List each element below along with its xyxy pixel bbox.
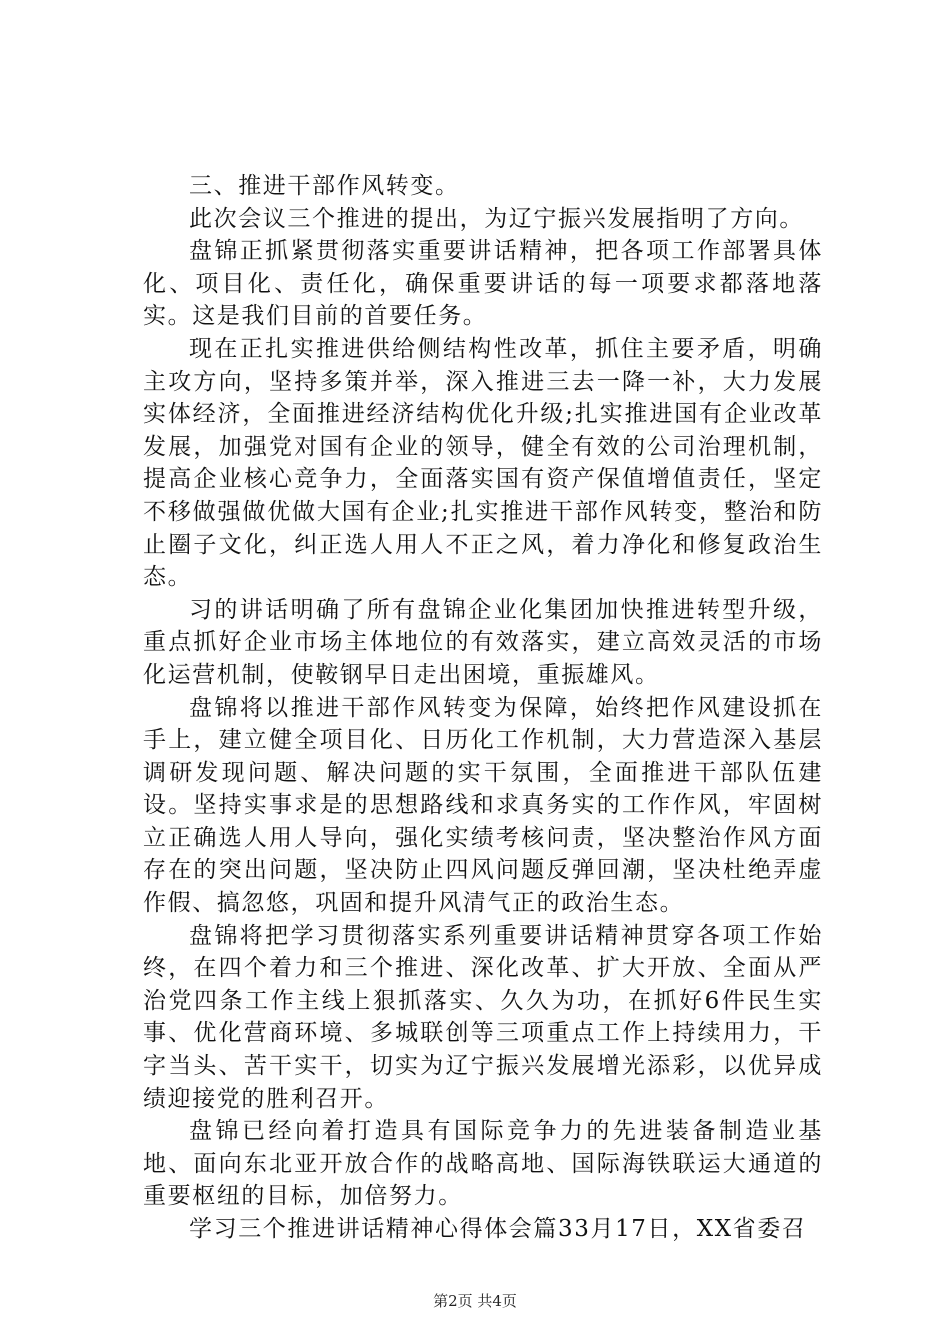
paragraph: 此次会议三个推进的提出，为辽宁振兴发展指明了方向。: [189, 205, 804, 232]
paragraph: 盘锦将把学习贯彻落实系列重要讲话精神贯穿各项工作始终，在四个着力和三个推进、深化改革、扩大开放、全面从严治党四条工作主线上狠抓落实、久久为功，在抓好6件民生实事、优化营商环境、多城联创等三项重点工作上持续用力，干字当头、苦干实干，切实为辽宁振兴发展增光添彩，以优异成绩迎接党的胜利召开。: [143, 922, 823, 1112]
paragraph: 三、推进干部作风转变。: [189, 173, 460, 199]
paragraph: 学习三个推进讲话精神心得体会篇33月17日，XX省委召: [189, 1216, 807, 1242]
paragraph: 盘锦已经向着打造具有国际竞争力的先进装备制造业基地、面向东北亚开放合作的战略高地、国际海铁联运大通道的重要枢纽的目标，加倍努力。: [143, 1118, 823, 1210]
paragraph: 现在正扎实推进供给侧结构性改革，抓住主要矛盾，明确主攻方向，坚持多策并举，深入推进三去一降一补，大力发展实体经济，全面推进经济结构优化升级;扎实推进国有企业改革发展，加强党对国有企业的领导，健全有效的公司治理机制，提高企业核心竞争力，全面落实国有资产保值增值责任，坚定不移做强做优做大国有企业;扎实推进干部作风转变，整治和防止圈子文化，纠正选人用人不正之风，着力净化和修复政治生态。: [143, 335, 823, 591]
paragraph: 盘锦正抓紧贯彻落实重要讲话精神，把各项工作部署具体化、项目化、责任化，确保重要讲话的每一项要求都落地落实。这是我们目前的首要任务。: [143, 238, 823, 330]
paragraph: 习的讲话明确了所有盘锦企业化集团加快推进转型升级，重点抓好企业市场主体地位的有效落实，建立高效灵活的市场化运营机制，使鞍钢早日走出困境，重振雄风。: [143, 596, 823, 688]
paragraph: 盘锦将以推进干部作风转变为保障，始终把作风建设抓在手上，建立健全项目化、日历化工作机制，大力营造深入基层调研发现问题、解决问题的实干氛围，全面推进干部队伍建设。坚持实事求是的思想路线和求真务实的工作作风，牢固树立正确选人用人导向，强化实绩考核问责，坚决整治作风方面存在的突出问题，坚决防止四风问题反弹回潮，坚决杜绝弄虚作假、搞忽悠，巩固和提升风清气正的政治生态。: [143, 694, 823, 917]
document-body: [143, 170, 823, 1246]
page-number-footer: 第2页 共4页: [433, 1292, 517, 1310]
